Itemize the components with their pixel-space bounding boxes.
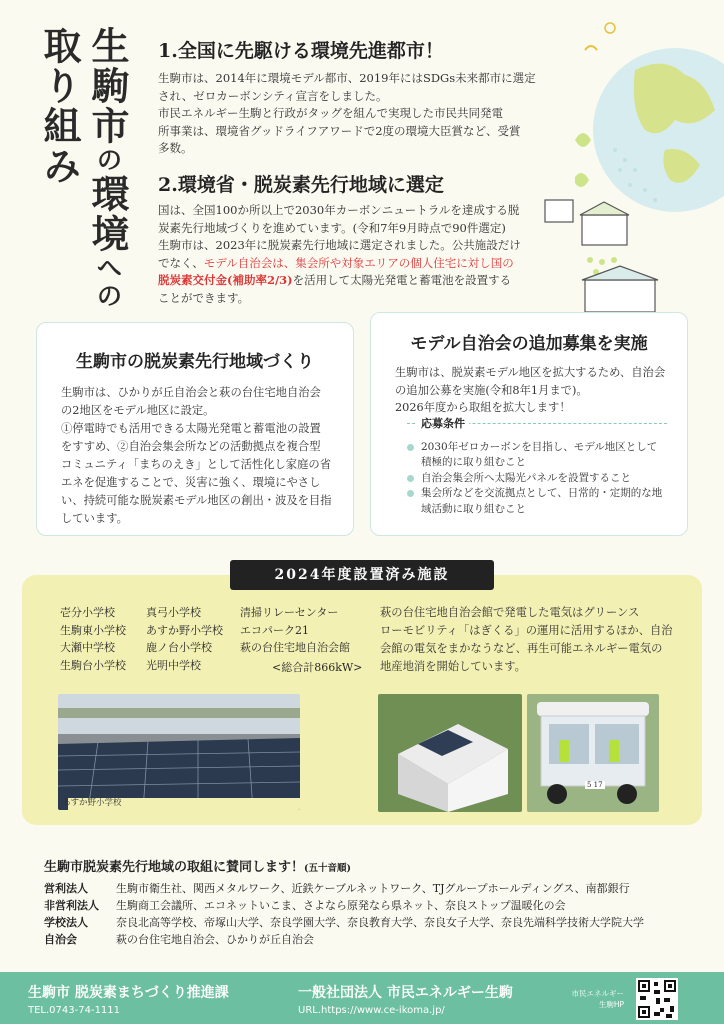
card2-title: モデル自治会の追加募集を実施	[410, 334, 648, 354]
photo-green-cart	[527, 694, 659, 812]
facility-total: <総合計866kW>	[272, 661, 363, 674]
section2-heading: 2.環境省・脱炭素先行地域に選定	[158, 174, 444, 196]
qr-label: 市民エネルギー 生駒HP	[571, 989, 624, 1009]
facilities-banner: 2024年度設置済み施設	[230, 560, 494, 590]
vertical-title	[30, 26, 130, 326]
qr-code-icon[interactable]	[636, 978, 678, 1020]
facility-col-3: 清掃リレーセンター エコパーク21 萩の台住宅地自治会館	[240, 606, 350, 654]
condition-item: 自治会集会所へ太陽光パネルを設置すること	[407, 471, 667, 487]
supporter-row: 学校法人 奈良北高等学校、帝塚山大学、奈良学園大学、奈良教育大学、奈良女子大学、奈良先端科学技術大学院大学	[44, 916, 644, 929]
conditions-label: 応募条件	[417, 415, 469, 431]
photo-solar-roof	[58, 694, 300, 810]
card-decarbon-region	[36, 322, 354, 536]
photo-house-solar	[378, 694, 522, 812]
supporter-row: 非営利法人 生駒商工会議所、エコネットいこま、さよなら原発なら県ネット、奈良ストップ温暖化の会	[44, 899, 566, 912]
title-column-1: 生駒市の環境への	[85, 26, 130, 310]
supporters-heading: 生駒市脱炭素先行地域の取組に賛同します！(五十音順)	[44, 860, 352, 875]
supporter-row: 営利法人 生駒市衛生社、関西メタルワーク、近鉄ケーブルネットワーク、TJグループホールディングス、南都銀行	[44, 882, 630, 895]
footer-org2: 一般社団法人 市民エネルギー生駒	[298, 985, 513, 1001]
condition-item: 集会所などを交流拠点として、日常的・定期的な地 域活動に取り組むこと	[407, 486, 667, 517]
footer-tel: TEL.0743-74-1111	[28, 1005, 121, 1016]
footer	[0, 972, 724, 1024]
card2-body: 生駒市は、脱炭素モデル地区を拡大するため、自治会 の追加公募を実施(令和8年1月まで)。 2026年度から取組を拡大します！	[395, 366, 666, 414]
card-model-recruitment	[370, 312, 688, 536]
condition-item: 2030年ゼロカーボンを目指し、モデル地区として 積極的に取り組むこと	[407, 440, 667, 471]
facility-col-1: 壱分小学校 生駒東小学校 大瀬中学校 生駒台小学校	[60, 606, 126, 672]
card1-body: 生駒市は、ひかりが丘自治会と萩の台住宅地自治会 の2地区をモデル地区に設定。 ①停電時でも活用できる太陽光発電と蓄電池の設置 をすすめ、②自治会集会所などの活動拠点を複合型 コミュニティ「まちのえき」として活性化し家庭の省 エネを促進することで、災害に強く、環境にやさし い、持続可能な脱炭素モデル地区の創出・波及を目指 しています。	[61, 386, 332, 525]
section1-body: 生駒市は、2014年に環境モデル都市、2019年にはSDGs未来都市に選定 され、ゼロカーボンシティ宣言をしました。 市民エネルギー生駒と行政がタッグを組んで実現した市民共同発電 所事業は、環境省グッドライフアワードで2度の環境大臣賞など、受賞 多数。	[158, 71, 536, 155]
facility-description: 萩の台住宅地自治会館で発電した電気はグリーンス ローモビリティ「はぎくる」の運用に活用するほか、自治 会館の電気をまかなうなど、再生可能エネルギー電気の 地産地消を開始しています。	[380, 606, 673, 673]
card1-title: 生駒市の脱炭素先行地域づくり	[76, 352, 314, 372]
facility-col-2: 真弓小学校 あすか野小学校 鹿ノ台小学校 光明中学校	[146, 606, 223, 672]
conditions-list	[407, 440, 667, 518]
footer-url[interactable]: URL.https://www.ce-ikoma.jp/	[298, 1005, 445, 1016]
photo1-caption: あすか野小学校	[62, 798, 122, 808]
title-column-2: 取り組み	[37, 26, 82, 186]
conditions-box	[407, 416, 667, 518]
section1-heading: 1.全国に先駆ける環境先進都市！	[158, 40, 444, 62]
footer-org1: 生駒市 脱炭素まちづくり推進課	[28, 985, 229, 1001]
supporter-row: 自治会 萩の台住宅地自治会、ひかりが丘自治会	[44, 933, 314, 946]
section2-body: 国は、全国100か所以上で2030年カーボンニュートラルを達成する脱 炭素先行地域づくりを進めています。(令和7年9月時点で90件選定) 生駒市は、2023年に脱炭素先行地域に選定されました。公共施設だけ でなく、モデル自治会は、集会所や対象エリアの個人住宅に対し国の 脱炭素交付金(補助率2/3)を活用して太陽光発電と蓄電池を設置する ことができます。	[158, 203, 521, 305]
cart-plate: 5 17	[587, 781, 603, 789]
supporters-list	[44, 880, 704, 948]
